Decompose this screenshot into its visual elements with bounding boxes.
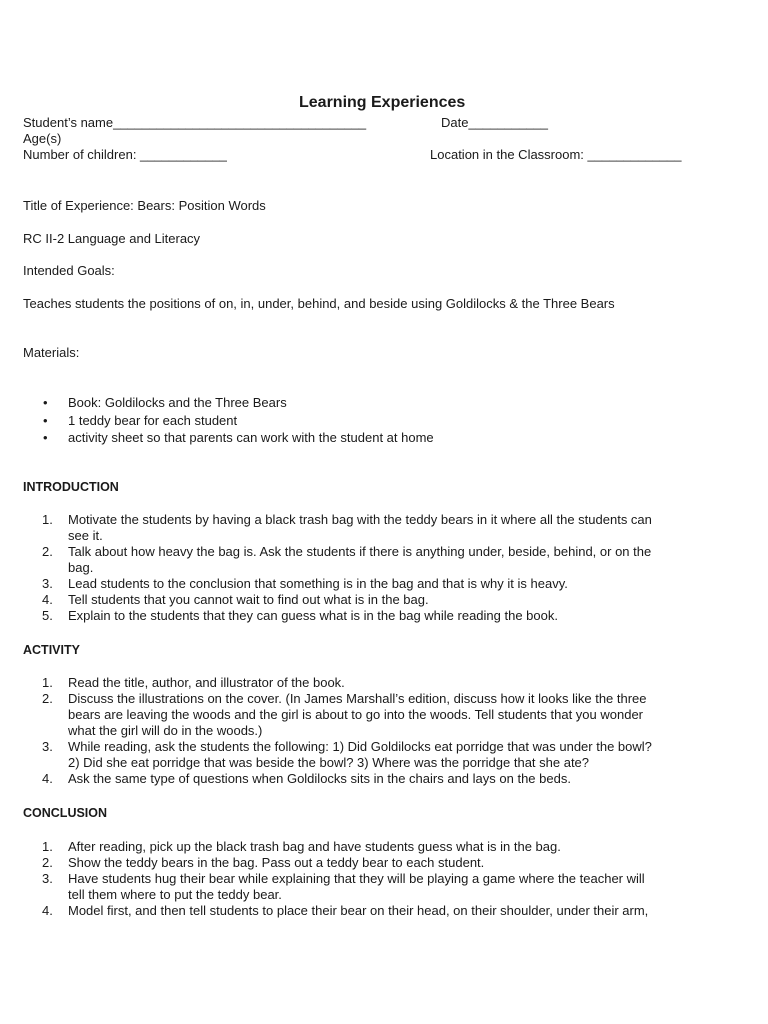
bullet-icon: • [43, 430, 48, 445]
list-item: 1. Read the title, author, and illustrator of the book. [42, 675, 345, 690]
page-title: Learning Experiences [299, 94, 466, 111]
materials-label: Materials: [23, 345, 80, 360]
standard-code: RC II-2 Language and Literacy [23, 231, 201, 246]
students-name-field: Student’s name___________________________________ [23, 115, 367, 130]
list-item: 1. Motivate the students by having a black trash bag with the teddy bears in it where all the students can see it. [42, 512, 652, 543]
list-item: 3. Lead students to the conclusion that something is in the bag and that is why it is heavy. [42, 576, 568, 591]
date-field: Date___________ [441, 115, 548, 130]
list-item: • Book: Goldilocks and the Three Bears [43, 395, 287, 410]
list-item: 4. Ask the same type of questions when Goldilocks sits in the chairs and lays on the beds. [42, 771, 571, 786]
activity-list [23, 675, 703, 787]
list-item: 3. Have students hug their bear while explaining that they will be playing a game where the teacher will tell them where to put the teddy bear. [42, 871, 645, 902]
list-item: 5. Explain to the students that they can guess what is in the bag while reading the book. [42, 608, 558, 623]
list-item: 2. Talk about how heavy the bag is. Ask the students if there is anything under, beside, behind, or on the bag. [42, 544, 652, 575]
ages-field: Age(s) [23, 131, 62, 146]
list-item: 4. Tell students that you cannot wait to find out what is in the bag. [42, 592, 429, 607]
list-item: 3. While reading, ask the students the following: 1) Did Goldilocks eat porridge that was under the bowl? 2) Did she eat porridge that was beside the bowl? 3) Where was the porridge that she ate? [42, 739, 652, 770]
list-item: • 1 teddy bear for each student [43, 412, 238, 428]
intended-goals-label: Intended Goals: [23, 263, 115, 278]
bullet-icon: • [43, 412, 48, 428]
goals-text: Teaches students the positions of on, in, under, behind, and beside using Goldilocks & the Three Bears [23, 296, 615, 311]
materials-list [23, 395, 703, 448]
activity-heading: ACTIVITY [23, 643, 80, 657]
list-item: 1. After reading, pick up the black trash bag and have students guess what is in the bag. [42, 839, 561, 854]
title-of-experience: Title of Experience: Bears: Position Words [23, 198, 266, 213]
bullet-icon: • [43, 395, 48, 410]
number-of-children-field: Number of children: ____________ [23, 147, 227, 162]
list-item: • activity sheet so that parents can work with the student at home [43, 430, 434, 445]
conclusion-list [23, 839, 703, 919]
introduction-heading: INTRODUCTION [23, 480, 119, 494]
introduction-list [23, 512, 703, 624]
list-item: 4. Model first, and then tell students to place their bear on their head, on their shoulder, under their arm, [42, 903, 649, 918]
location-field: Location in the Classroom: _____________ [430, 147, 682, 162]
list-item: 2. Discuss the illustrations on the cover. (In James Marshall’s edition, discuss how it looks like the three bears are leaving the woods and the girl is about to go into the woods. Tell students that you wonder what the girl will do in the woods.) [42, 691, 647, 738]
conclusion-heading: CONCLUSION [23, 806, 108, 820]
list-item: 2. Show the teddy bears in the bag. Pass out a teddy bear to each student. [42, 855, 485, 870]
